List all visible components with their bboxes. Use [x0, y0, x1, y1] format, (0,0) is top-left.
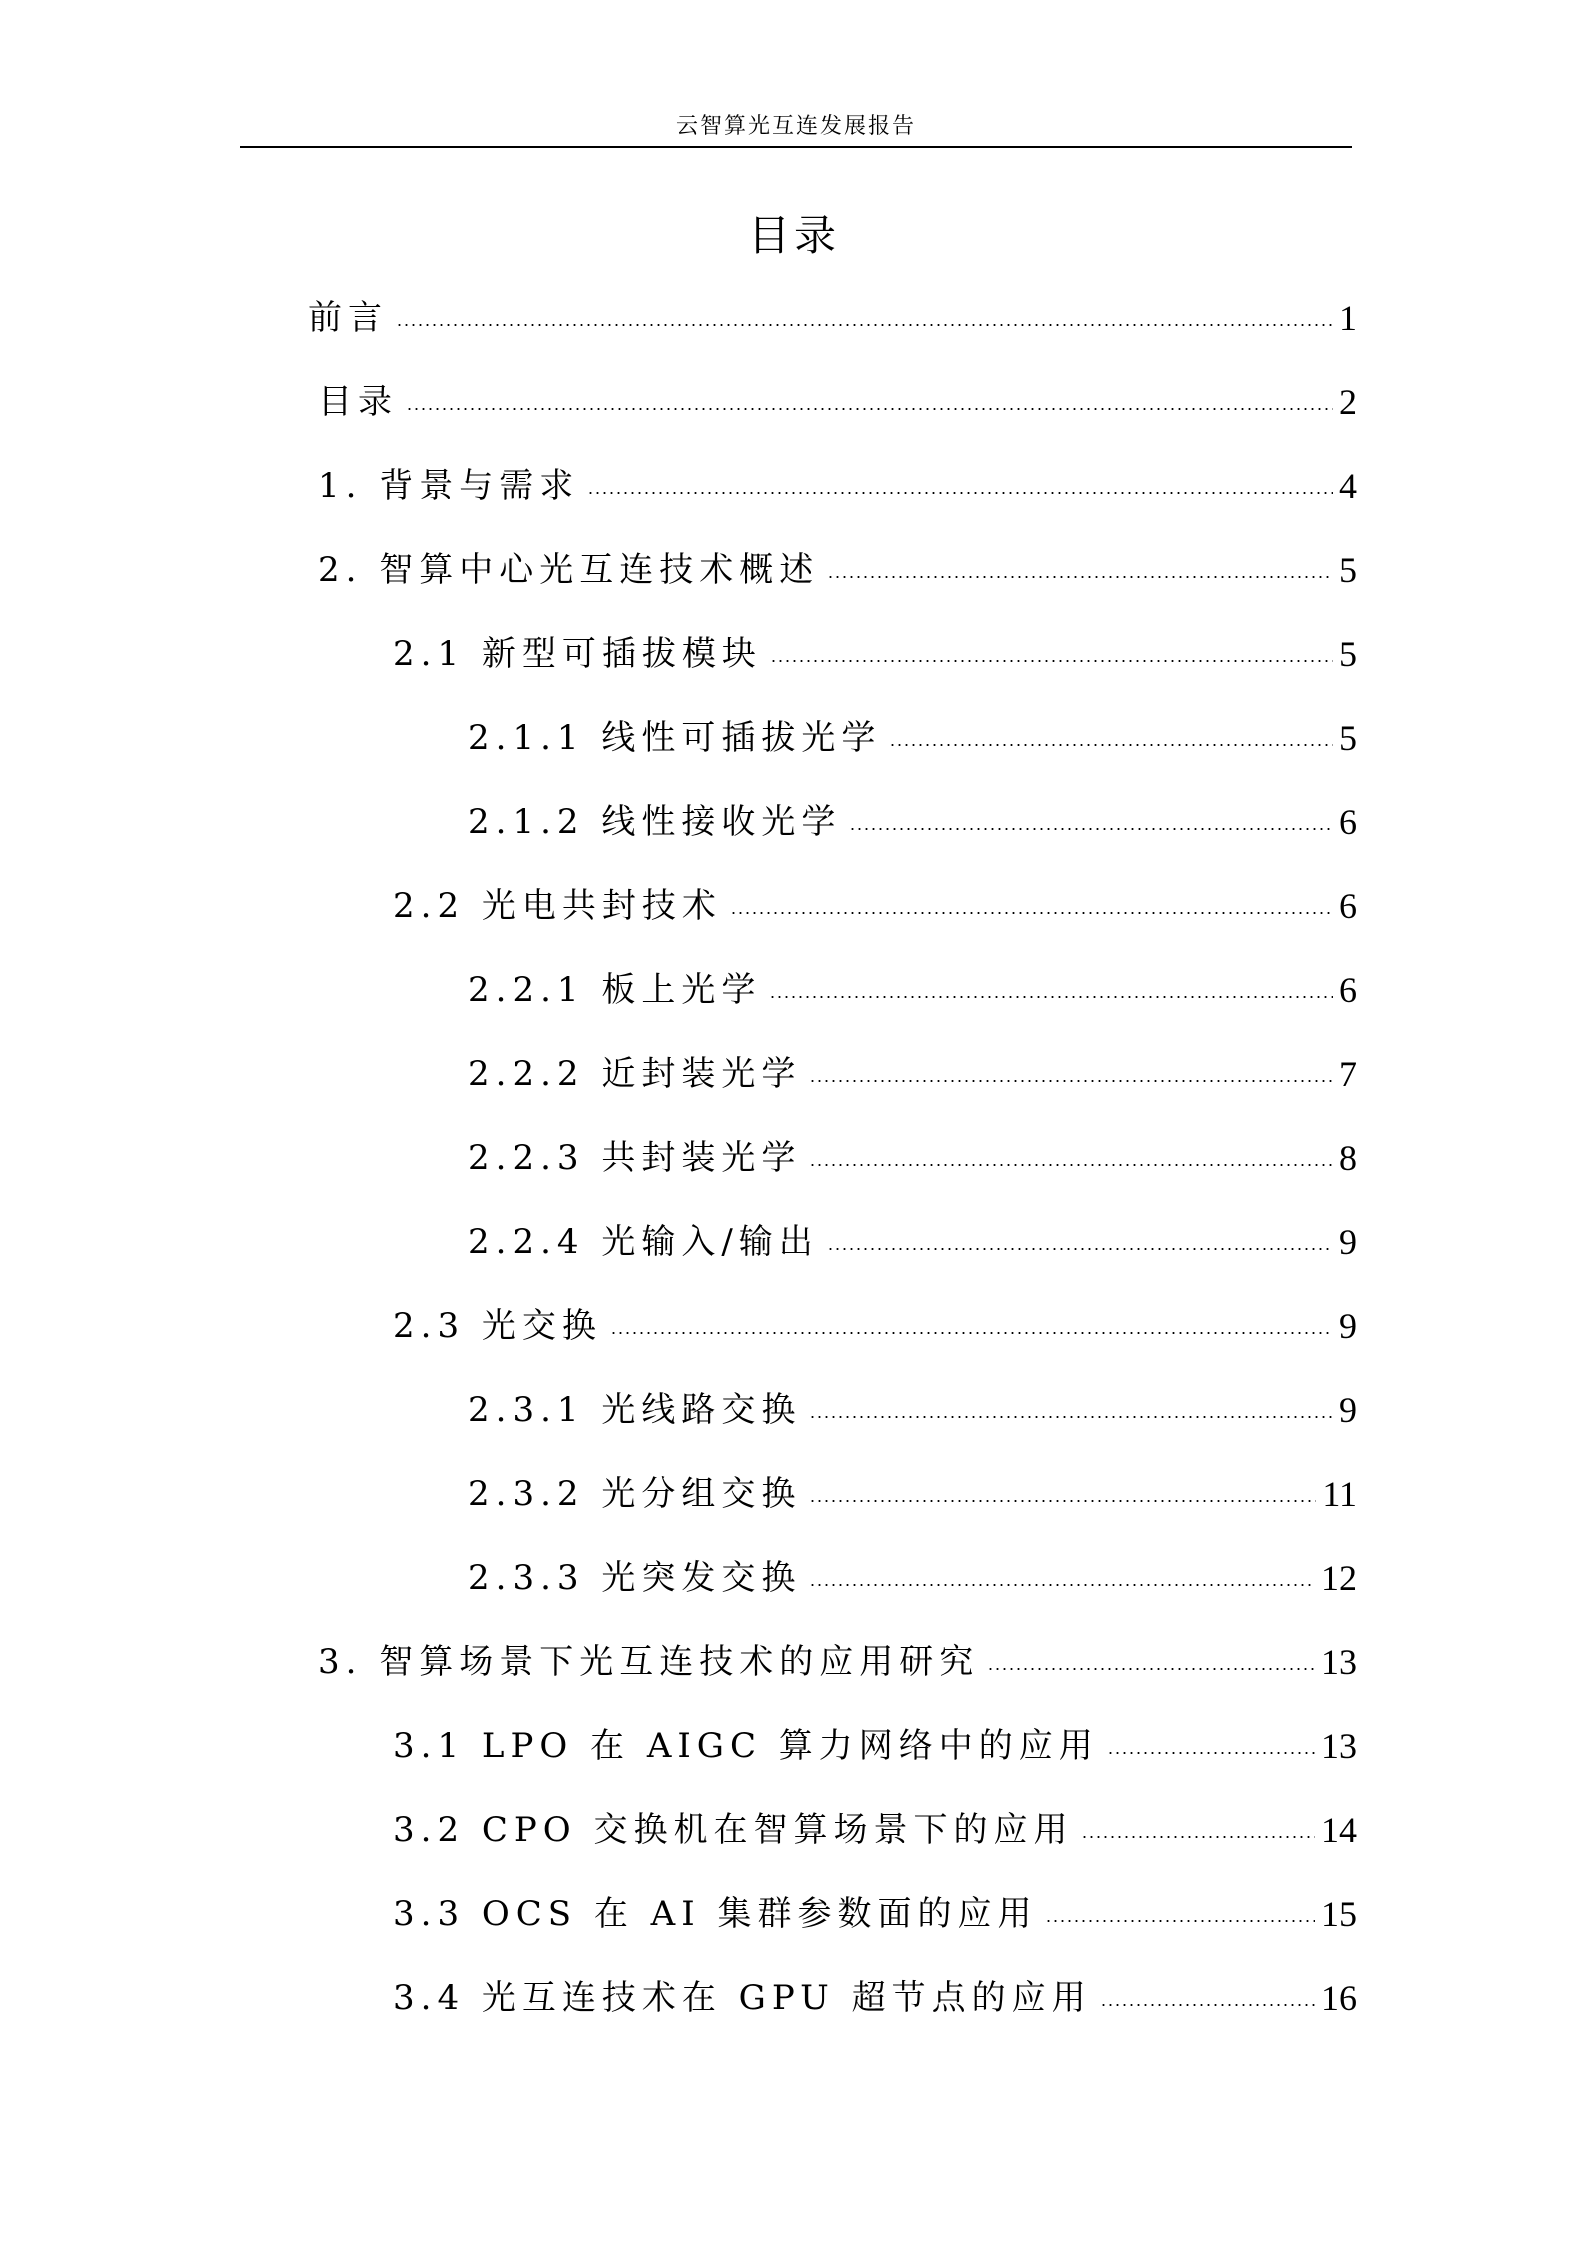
toc-entry-label: 2.3 光交换 — [393, 1306, 602, 1346]
toc-entry-section-2-3-1[interactable] — [468, 1380, 1357, 1440]
toc-entry-label: 2.2.1 板上光学 — [468, 970, 762, 1010]
dot-leader — [1107, 1752, 1315, 1754]
toc-entry-section-3-4[interactable] — [393, 1968, 1357, 2028]
toc-entry-label: 前言 — [308, 298, 388, 338]
toc-entry-section-3-1[interactable] — [393, 1716, 1357, 1776]
toc-entry-label: 2.2.3 共封装光学 — [468, 1138, 802, 1178]
toc-entry-chapter-3[interactable] — [318, 1632, 1357, 1692]
toc-entry-page: 12 — [1321, 1558, 1357, 1598]
dot-leader — [396, 324, 1333, 326]
dot-leader — [770, 660, 1333, 662]
toc-entry-section-2-2-2[interactable] — [468, 1044, 1357, 1104]
toc-entry-section-2-2-4[interactable] — [468, 1212, 1357, 1272]
toc-entry-page: 6 — [1339, 970, 1357, 1010]
toc-entry-page: 16 — [1321, 1978, 1357, 2018]
dot-leader — [1100, 2004, 1315, 2006]
toc-entry-label: 2.2 光电共封技术 — [393, 886, 722, 926]
dot-leader — [889, 744, 1333, 746]
toc-entry-contents[interactable] — [318, 372, 1357, 432]
toc-entry-page: 5 — [1339, 718, 1357, 758]
toc-entry-chapter-2[interactable] — [318, 540, 1357, 600]
toc-entry-label: 2.1.1 线性可插拔光学 — [468, 718, 882, 758]
toc-entry-label: 2.3.2 光分组交换 — [468, 1474, 802, 1514]
toc-entry-page: 13 — [1321, 1642, 1357, 1682]
toc-entry-page: 11 — [1322, 1474, 1357, 1514]
toc-entry-label: 3.4 光互连技术在 GPU 超节点的应用 — [393, 1978, 1092, 2018]
running-header: 云智算光互连发展报告 — [675, 114, 916, 139]
toc-entry-section-2-1-2[interactable] — [468, 792, 1357, 852]
dot-leader — [849, 828, 1333, 830]
toc-title: 目录 — [747, 211, 840, 260]
dot-leader — [730, 912, 1333, 914]
toc-entry-page: 4 — [1339, 466, 1357, 506]
toc-entry-section-2-1[interactable] — [393, 624, 1357, 684]
toc-entry-label: 2.1.2 线性接收光学 — [468, 802, 842, 842]
header-rule — [240, 146, 1352, 148]
toc-entry-page: 14 — [1321, 1810, 1357, 1850]
toc-entry-page: 2 — [1339, 382, 1357, 422]
toc-entry-label: 2.3.1 光线路交换 — [468, 1390, 802, 1430]
toc-entry-label: 2.3.3 光突发交换 — [468, 1558, 802, 1598]
dot-leader — [809, 1164, 1333, 1166]
toc-entry-label: 目录 — [318, 382, 398, 422]
toc-entry-page: 8 — [1339, 1138, 1357, 1178]
toc-entry-label: 1. 背景与需求 — [318, 466, 580, 506]
toc-entry-section-2-2-1[interactable] — [468, 960, 1357, 1020]
dot-leader — [987, 1668, 1315, 1670]
dot-leader — [769, 996, 1333, 998]
toc-entry-section-2-3[interactable] — [393, 1296, 1357, 1356]
toc-entry-label: 3.1 LPO 在 AIGC 算力网络中的应用 — [393, 1726, 1099, 1766]
toc-entry-label: 2.2.2 近封装光学 — [468, 1054, 802, 1094]
toc-entry-chapter-1[interactable] — [318, 456, 1357, 516]
toc-entry-page: 5 — [1339, 634, 1357, 674]
dot-leader — [809, 1416, 1333, 1418]
dot-leader — [809, 1584, 1315, 1586]
dot-leader — [809, 1080, 1333, 1082]
toc-entry-page: 13 — [1321, 1726, 1357, 1766]
toc-entry-section-2-1-1[interactable] — [468, 708, 1357, 768]
dot-leader — [587, 492, 1333, 494]
toc-entry-section-2-3-2[interactable] — [468, 1464, 1357, 1524]
toc-entry-page: 5 — [1339, 550, 1357, 590]
toc-entry-page: 9 — [1339, 1390, 1357, 1430]
toc-entry-label: 2.1 新型可插拔模块 — [393, 634, 762, 674]
dot-leader — [406, 408, 1333, 410]
toc-entry-page: 1 — [1339, 298, 1357, 338]
toc-entry-label: 2.2.4 光输入/输出 — [468, 1222, 819, 1262]
toc-entry-page: 7 — [1339, 1054, 1357, 1094]
dot-leader — [610, 1332, 1333, 1334]
dot-leader — [827, 1248, 1333, 1250]
toc-entry-label: 3.3 OCS 在 AI 集群参数面的应用 — [393, 1894, 1038, 1934]
toc-entry-page: 15 — [1321, 1894, 1357, 1934]
toc-entry-section-3-2[interactable] — [393, 1800, 1357, 1860]
toc-entry-page: 6 — [1339, 886, 1357, 926]
toc-entry-page: 6 — [1339, 802, 1357, 842]
dot-leader — [827, 576, 1333, 578]
dot-leader — [1045, 1920, 1315, 1922]
toc-entry-page: 9 — [1339, 1306, 1357, 1346]
dot-leader — [1081, 1836, 1315, 1838]
toc-entry-label: 3.2 CPO 交换机在智算场景下的应用 — [393, 1810, 1074, 1850]
toc-entry-section-3-3[interactable] — [393, 1884, 1357, 1944]
toc-entry-label: 2. 智算中心光互连技术概述 — [318, 550, 820, 590]
toc-entry-preface[interactable] — [308, 288, 1357, 348]
toc-entry-section-2-2[interactable] — [393, 876, 1357, 936]
toc-entry-section-2-2-3[interactable] — [468, 1128, 1357, 1188]
dot-leader — [809, 1500, 1316, 1502]
toc-entry-page: 9 — [1339, 1222, 1357, 1262]
toc-entry-section-2-3-3[interactable] — [468, 1548, 1357, 1608]
toc-entry-label: 3. 智算场景下光互连技术的应用研究 — [318, 1642, 980, 1682]
